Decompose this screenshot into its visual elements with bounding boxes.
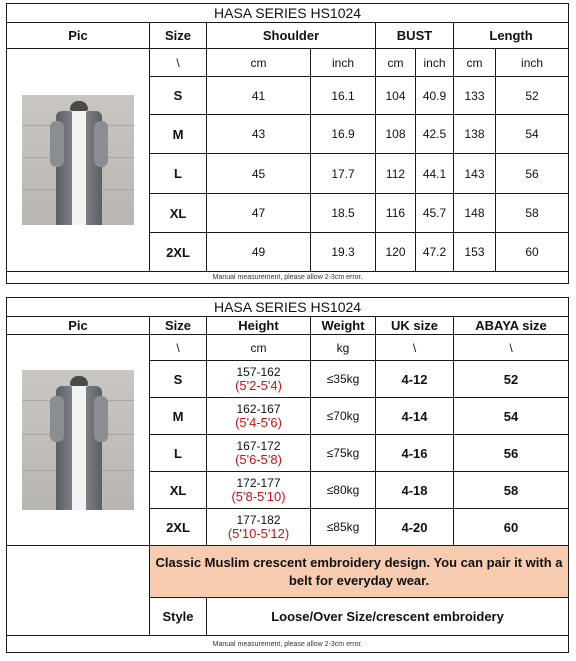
length-cm: 148 (454, 194, 496, 233)
unit-bust-cm: cm (376, 49, 416, 77)
header-abaya-size: ABAYA size (454, 317, 569, 335)
table-2-title: HASA SERIES HS1024 (7, 298, 569, 317)
length-cm: 143 (454, 154, 496, 194)
unit-uk-size: \ (376, 335, 454, 361)
style-value: Loose/Over Size/crescent embroidery (207, 598, 569, 636)
product-photo (22, 95, 134, 225)
unit-height: cm (207, 335, 311, 361)
height-cm: 162-167 (236, 402, 281, 416)
size-label: 2XL (150, 509, 207, 546)
shoulder-inch: 16.9 (311, 115, 376, 154)
shoulder-inch: 17.7 (311, 154, 376, 194)
size-label: M (150, 115, 207, 154)
bust-cm: 116 (376, 194, 416, 233)
size-label: S (150, 361, 207, 398)
weight: ≤75kg (311, 435, 376, 472)
unit-abaya-size: \ (454, 335, 569, 361)
height-cell (207, 509, 311, 546)
height-cell (207, 472, 311, 509)
size-label: L (150, 435, 207, 472)
style-label: Style (150, 598, 207, 636)
bust-cm: 120 (376, 233, 416, 272)
product-description: Classic Muslim crescent embroidery design. You can pair it with a belt for everyday wear. (150, 546, 569, 598)
size-label: XL (150, 194, 207, 233)
size-label: S (150, 77, 207, 115)
header-height: Height (207, 317, 311, 335)
height-cm: 167-172 (236, 439, 281, 453)
bust-inch: 40.9 (416, 77, 454, 115)
height-ft: (5'8-5'10) (231, 489, 286, 504)
height-ft: (5'4-5'6) (235, 415, 282, 430)
unit-length-cm: cm (454, 49, 496, 77)
measurement-note: Manual measurement, please allow 2-3cm error. (7, 636, 569, 653)
length-cm: 133 (454, 77, 496, 115)
bust-cm: 108 (376, 115, 416, 154)
weight: ≤80kg (311, 472, 376, 509)
bust-cm: 104 (376, 77, 416, 115)
unit-shoulder-inch: inch (311, 49, 376, 77)
shoulder-inch: 18.5 (311, 194, 376, 233)
uk-size: 4-20 (376, 509, 454, 546)
uk-size: 4-16 (376, 435, 454, 472)
size-label: M (150, 398, 207, 435)
table-1-title: HASA SERIES HS1024 (7, 4, 569, 23)
length-cm: 153 (454, 233, 496, 272)
unit-size: \ (150, 335, 207, 361)
height-cm: 172-177 (236, 476, 281, 490)
header-size: Size (150, 23, 207, 49)
bust-inch: 44.1 (416, 154, 454, 194)
header-size: Size (150, 317, 207, 335)
size-chart-table-2 (6, 297, 569, 653)
weight: ≤85kg (311, 509, 376, 546)
header-length: Length (454, 23, 569, 49)
header-bust: BUST (376, 23, 454, 49)
length-inch: 60 (496, 233, 569, 272)
unit-bust-inch: inch (416, 49, 454, 77)
uk-size: 4-14 (376, 398, 454, 435)
size-label: 2XL (150, 233, 207, 272)
length-inch: 52 (496, 77, 569, 115)
height-cell (207, 398, 311, 435)
measurement-note: Manual measurement, please allow 2-3cm error. (7, 272, 569, 284)
bust-cm: 112 (376, 154, 416, 194)
header-shoulder: Shoulder (207, 23, 376, 49)
abaya-size: 54 (454, 398, 569, 435)
abaya-size: 60 (454, 509, 569, 546)
product-photo (22, 370, 134, 510)
abaya-size: 56 (454, 435, 569, 472)
bust-inch: 47.2 (416, 233, 454, 272)
size-chart-table-1 (6, 3, 569, 284)
length-inch: 58 (496, 194, 569, 233)
header-pic: Pic (7, 23, 150, 49)
shoulder-inch: 19.3 (311, 233, 376, 272)
height-cm: 177-182 (236, 513, 281, 527)
header-uk-size: UK size (376, 317, 454, 335)
height-cell (207, 435, 311, 472)
unit-shoulder-cm: cm (207, 49, 311, 77)
product-photo-cell (7, 49, 150, 272)
shoulder-inch: 16.1 (311, 77, 376, 115)
height-ft: (5'2-5'4) (235, 378, 282, 393)
abaya-size: 58 (454, 472, 569, 509)
shoulder-cm: 49 (207, 233, 311, 272)
shoulder-cm: 45 (207, 154, 311, 194)
bust-inch: 42.5 (416, 115, 454, 154)
product-photo-cell (7, 335, 150, 546)
unit-length-inch: inch (496, 49, 569, 77)
height-ft: (5'10-5'12) (227, 526, 290, 541)
length-cm: 138 (454, 115, 496, 154)
bust-inch: 45.7 (416, 194, 454, 233)
height-cell (207, 361, 311, 398)
size-label: XL (150, 472, 207, 509)
shoulder-cm: 43 (207, 115, 311, 154)
length-inch: 56 (496, 154, 569, 194)
shoulder-cm: 47 (207, 194, 311, 233)
weight: ≤35kg (311, 361, 376, 398)
unit-weight: kg (311, 335, 376, 361)
size-label: L (150, 154, 207, 194)
uk-size: 4-12 (376, 361, 454, 398)
header-weight: Weight (311, 317, 376, 335)
weight: ≤70kg (311, 398, 376, 435)
shoulder-cm: 41 (207, 77, 311, 115)
height-cm: 157-162 (236, 365, 281, 379)
height-ft: (5'6-5'8) (235, 452, 282, 467)
abaya-size: 52 (454, 361, 569, 398)
uk-size: 4-18 (376, 472, 454, 509)
unit-size: \ (150, 49, 207, 77)
length-inch: 54 (496, 115, 569, 154)
header-pic: Pic (7, 317, 150, 335)
